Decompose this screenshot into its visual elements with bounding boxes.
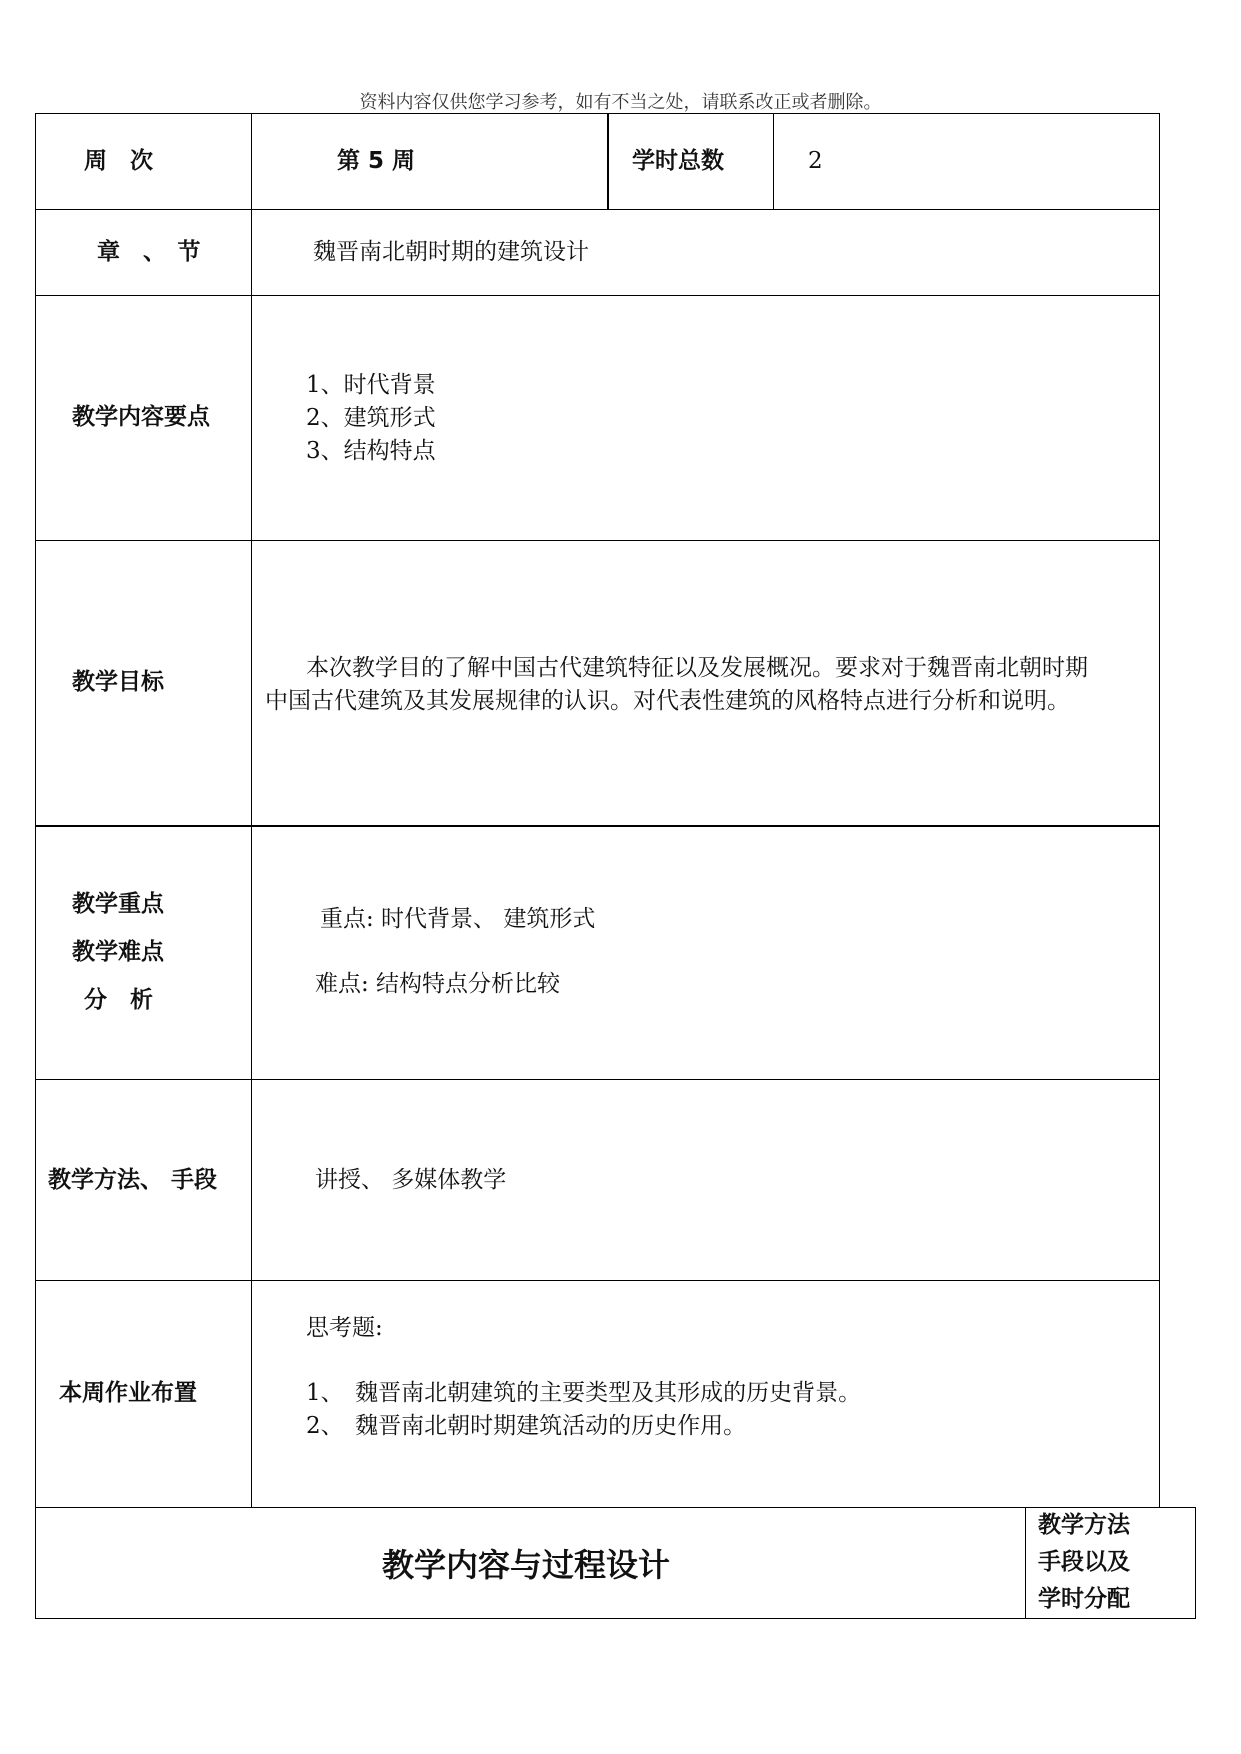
key-point-text: 重点: 时代背景、 建筑形式 [320,906,596,932]
total-hours-label: 学时总数 [632,148,724,174]
chapter-value: 魏晋南北朝时期的建筑设计 [313,239,589,265]
section-title: 教学内容与过程设计 [382,1546,671,1584]
week-label: 周 次 [84,148,153,174]
content-point-item: 2、建筑形式 [306,405,436,431]
content-points-label: 教学内容要点 [72,404,210,430]
teaching-goal-line: 本次教学目的了解中国古代建筑特征以及发展概况。要求对于魏晋南北朝时期 [306,655,1088,681]
content-point-item: 3、结构特点 [306,438,436,464]
side-label-line: 学时分配 [1038,1586,1130,1612]
homework-item: 2、 魏晋南北朝时期建筑活动的历史作用。 [306,1413,747,1439]
teaching-method-label: 教学方法、 手段 [48,1167,218,1193]
homework-label: 本周作业布置 [59,1380,197,1406]
teaching-method-value: 讲授、 多媒体教学 [315,1167,507,1193]
side-label-line: 教学方法 [1038,1512,1130,1538]
analysis-label: 分 析 [84,987,153,1013]
teaching-goal-line: 中国古代建筑及其发展规律的认识。对代表性建筑的风格特点进行分析和说明。 [265,688,1070,714]
key-points-label: 教学重点 [72,891,164,917]
header-note: 资料内容仅供您学习参考，如有不当之处，请联系改正或者删除。 [359,92,882,113]
teaching-goal-label: 教学目标 [72,669,164,695]
homework-intro: 思考题: [306,1315,383,1341]
difficulty-text: 难点: 结构特点分析比较 [315,971,561,997]
week-value: 第 5 周 [337,148,416,174]
difficulties-label: 教学难点 [72,939,164,965]
homework-item: 1、 魏晋南北朝建筑的主要类型及其形成的历史背景。 [306,1380,862,1406]
total-hours-value: 2 [808,148,823,174]
chapter-label: 章 、 节 [97,239,201,265]
content-point-item: 1、时代背景 [306,372,436,398]
side-label-line: 手段以及 [1038,1549,1130,1575]
